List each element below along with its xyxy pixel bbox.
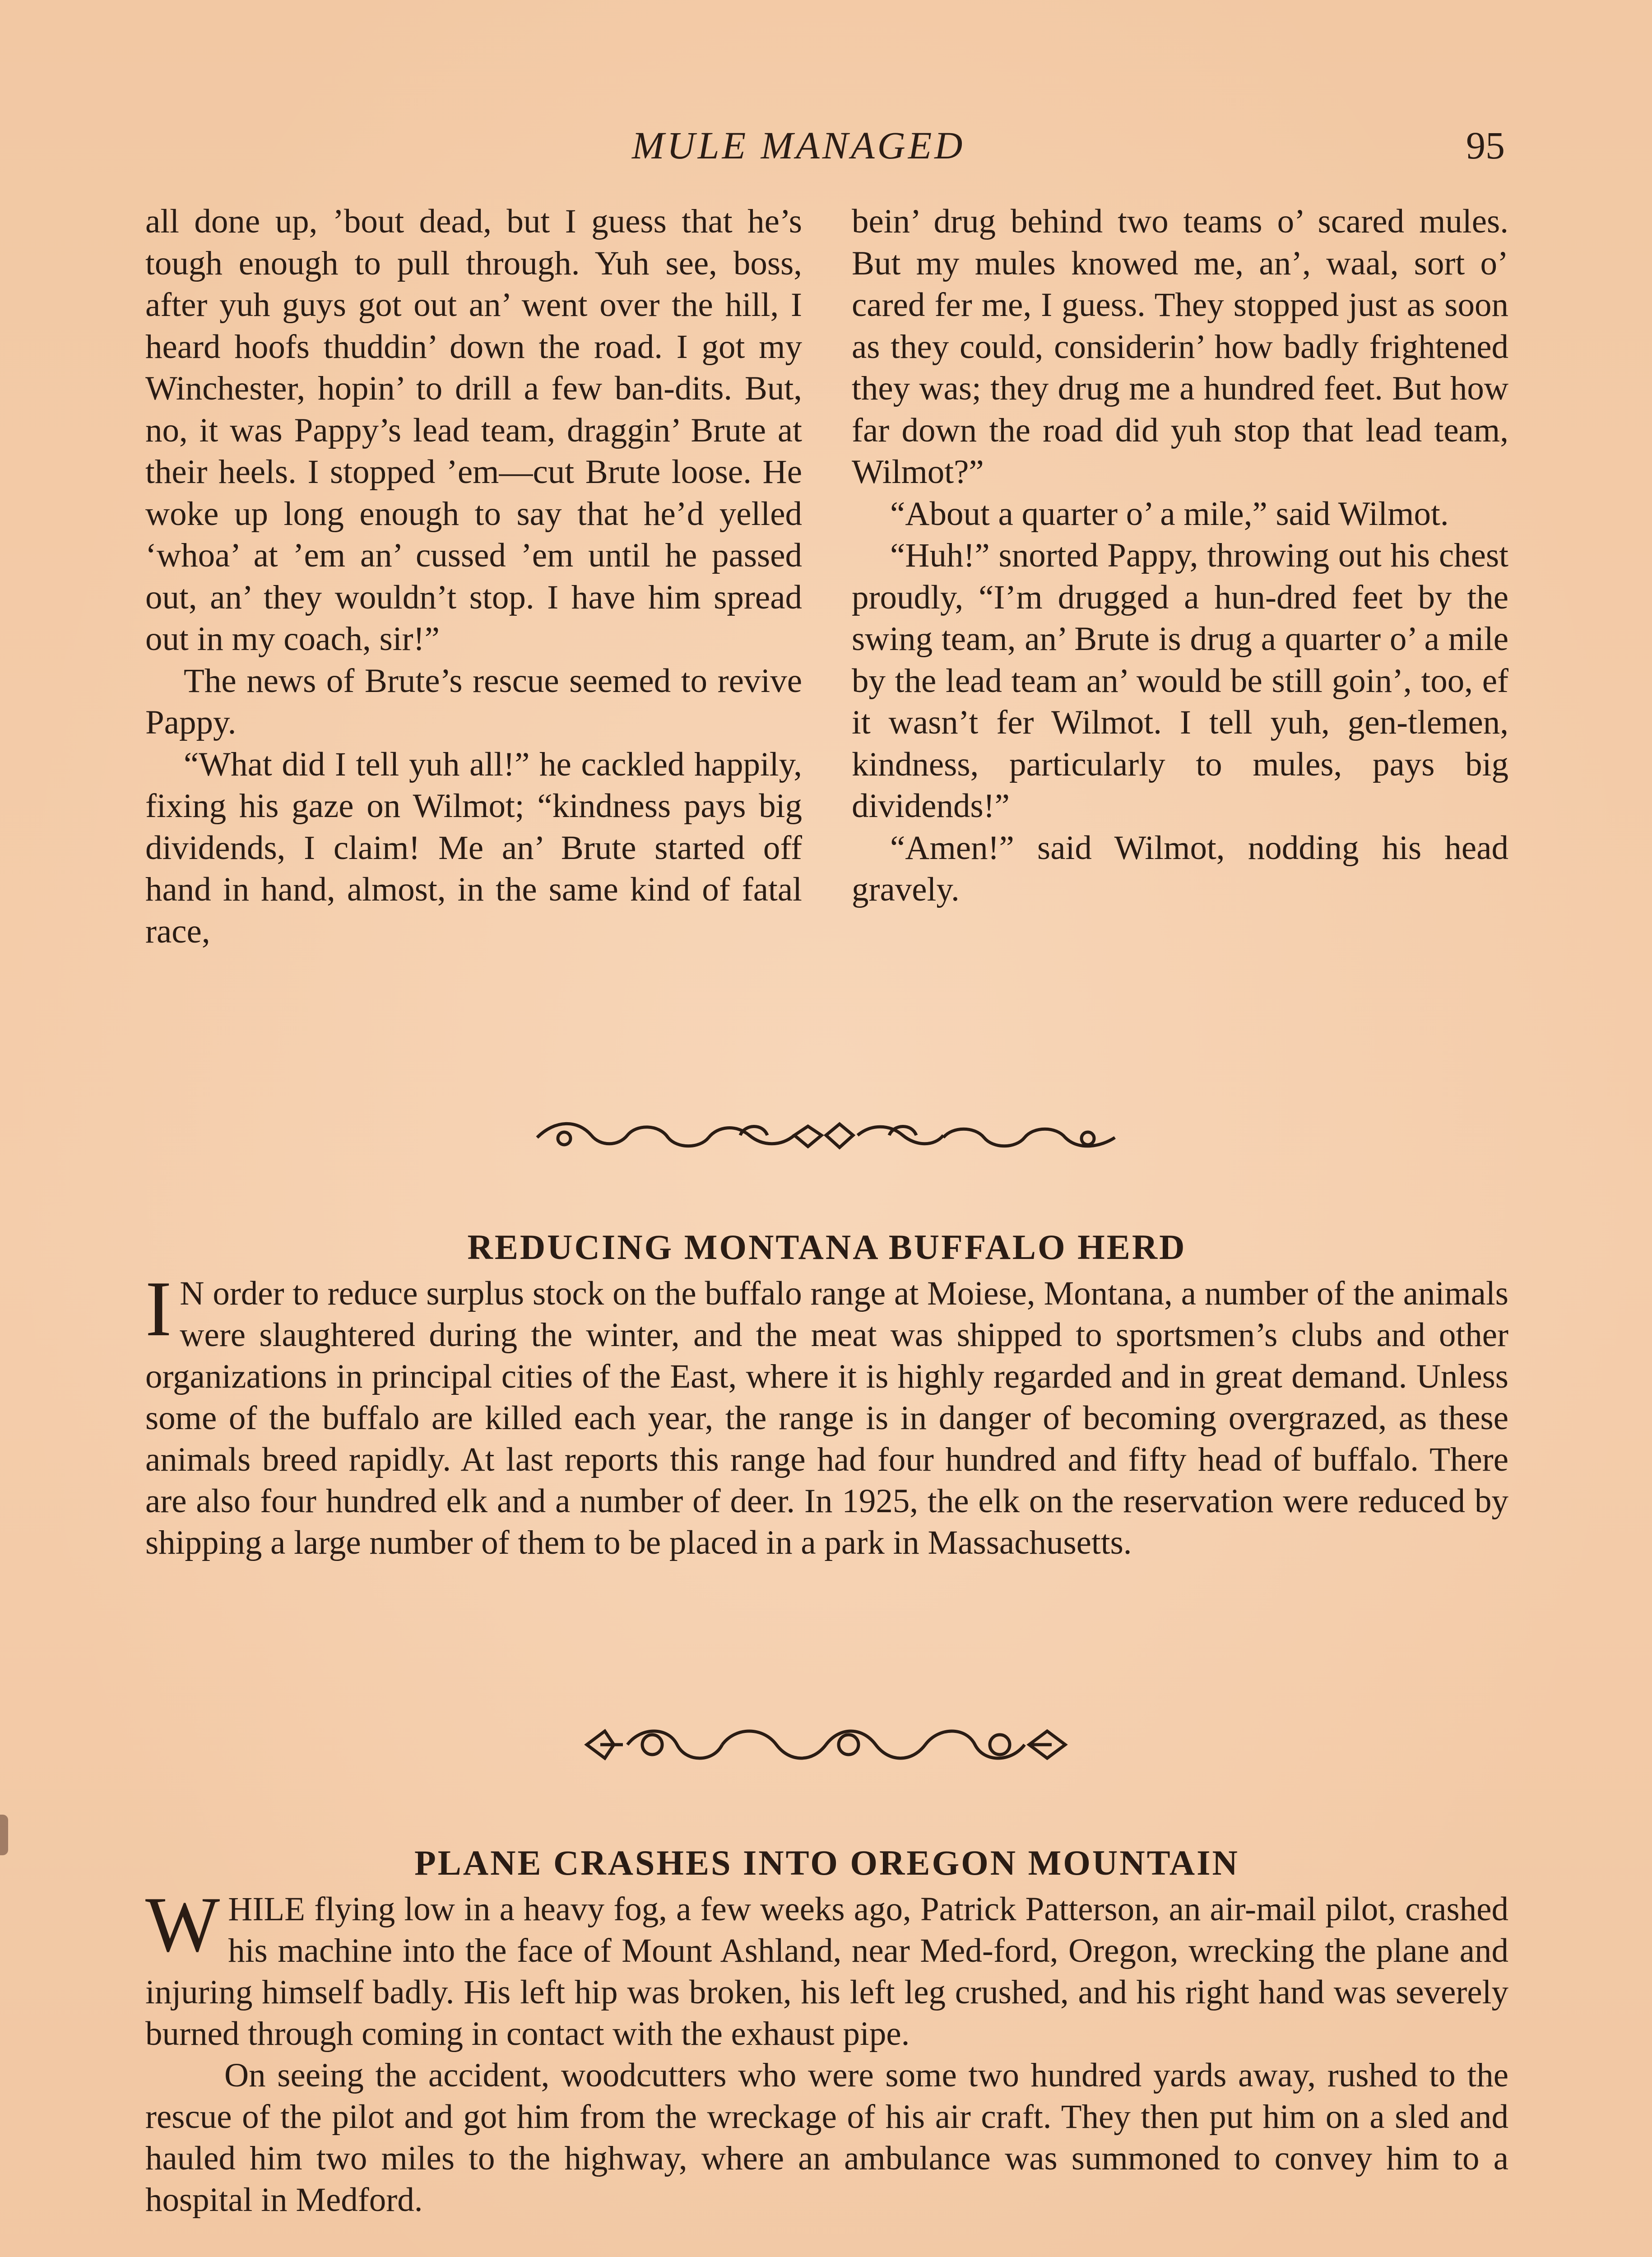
article-body <box>145 1265 1508 1564</box>
running-title: MULE MANAGED <box>632 124 965 167</box>
paragraph: On seeing the accident, woodcutters who were some two hundred yards away, rushed to the rescue of the pilot and got him from the wreckage of his air craft. They then put him on a sled and hauled him two miles to the highway, where an ambulance was summoned to convey him to a hospital in Medford. <box>145 2057 1508 2219</box>
paragraph: all done up, ’bout dead, but I guess that he’s tough enough to pull through. Yuh see, boss, after yuh guys got out an’ went over the hill, I heard hoofs thuddin’ down the road. I got my Winchester, hopin’ to drill a few ban-dits. But, no, it was Pappy’s lead team, draggin’ Brute at their heels. I stopped ’em—cut Brute loose. He woke up long enough to say that he’d yelled ‘whoa’ at ’em an’ cussed ’em until he passed out, an’ they wouldn’t stop. I have him spread out in my coach, sir!” <box>145 203 802 658</box>
paragraph: “Amen!” said Wilmot, nodding his head gravely. <box>852 829 1508 908</box>
article-headline: PLANE CRASHES INTO OREGON MOUNTAIN <box>414 1843 1239 1882</box>
running-head <box>0 118 1652 172</box>
dropcap: W <box>145 1881 220 1968</box>
dropcap: I <box>145 1265 172 1352</box>
paragraph: “About a quarter o’ a mile,” said Wilmot. <box>890 495 1449 533</box>
body-text: flying low in a heavy fog, a few weeks ago, Patrick Patterson, an air-mail pilot, crashed his machine into the face of Mount Ashland, near Med-ford, Oregon, wrecking the plane and injuring himself badly. His left hip was broken, his left leg crushed, and his right hand was severely burned through coming in contact with the exhaust pipe. <box>145 1890 1508 2053</box>
paragraph: “What did I tell yuh all!” he cackled happily, fixing his gaze on Wilmot; “kindness pays big dividends, I claim! Me an’ Brute started off hand in hand, almost, in the same kind of fatal race, <box>145 745 802 950</box>
article-headline: REDUCING MONTANA BUFFALO HERD <box>467 1227 1187 1267</box>
article-plane <box>145 1843 1508 2221</box>
paragraph: The news of Brute’s rescue seemed to revive Pappy. <box>145 662 802 741</box>
left-column <box>145 201 802 952</box>
scroll-ornament-icon <box>528 1110 1124 1160</box>
paragraph <box>145 1265 1508 1564</box>
page-number: 95 <box>1466 124 1505 167</box>
dropcap-word-rest: HILE <box>228 1890 305 1928</box>
paragraph: bein’ drug behind two teams o’ scared mules. But my mules knowed me, an’, waal, sort o’ cared fer me, I guess. They stopped just as soon as they could, considerin’ how badly frightened they was; they drug me a hundred feet. But how far down the road did yuh stop that lead team, Wilmot?” <box>852 203 1508 491</box>
page-edge-mark <box>0 1815 8 1855</box>
article-buffalo <box>145 1227 1508 1564</box>
right-column <box>852 201 1508 911</box>
scroll-ornament <box>0 1110 1652 1160</box>
leaf-scroll-ornament <box>0 1713 1652 1776</box>
dropcap-word-rest: N <box>180 1275 204 1312</box>
story-continuation <box>145 201 1508 1040</box>
paragraph <box>145 1881 1508 2055</box>
article-body <box>145 1881 1508 2221</box>
leaf-scroll-ornament-icon <box>578 1713 1074 1776</box>
paragraph: “Huh!” snorted Pappy, throwing out his chest proudly, “I’m drugged a hun-dred feet by the swing team, an’ Brute is drug a quarter o’ a mile by the lead team an’ would be still goin’, too, ef it wasn’t fer Wilmot. I tell yuh, gen-tlemen, kindness, particularly to mules, pays big dividends!” <box>852 537 1508 825</box>
body-text: order to reduce surplus stock on the buffalo range at Moiese, Montana, a number of the animals were slaughtered during the winter, and the meat was shipped to sportsmen’s clubs and other organizations in principal cities of the East, where it is highly regarded and in great demand. Unless some of the buffalo are killed each year, the range is in danger of becoming overgrazed, as these animals breed rapidly. At last reports this range had four hundred and fifty head of buffalo. There are also four hundred elk and a number of deer. In 1925, the elk on the reservation were reduced by shipping a large number of them to be placed in a park in Massachusetts. <box>145 1275 1508 1561</box>
